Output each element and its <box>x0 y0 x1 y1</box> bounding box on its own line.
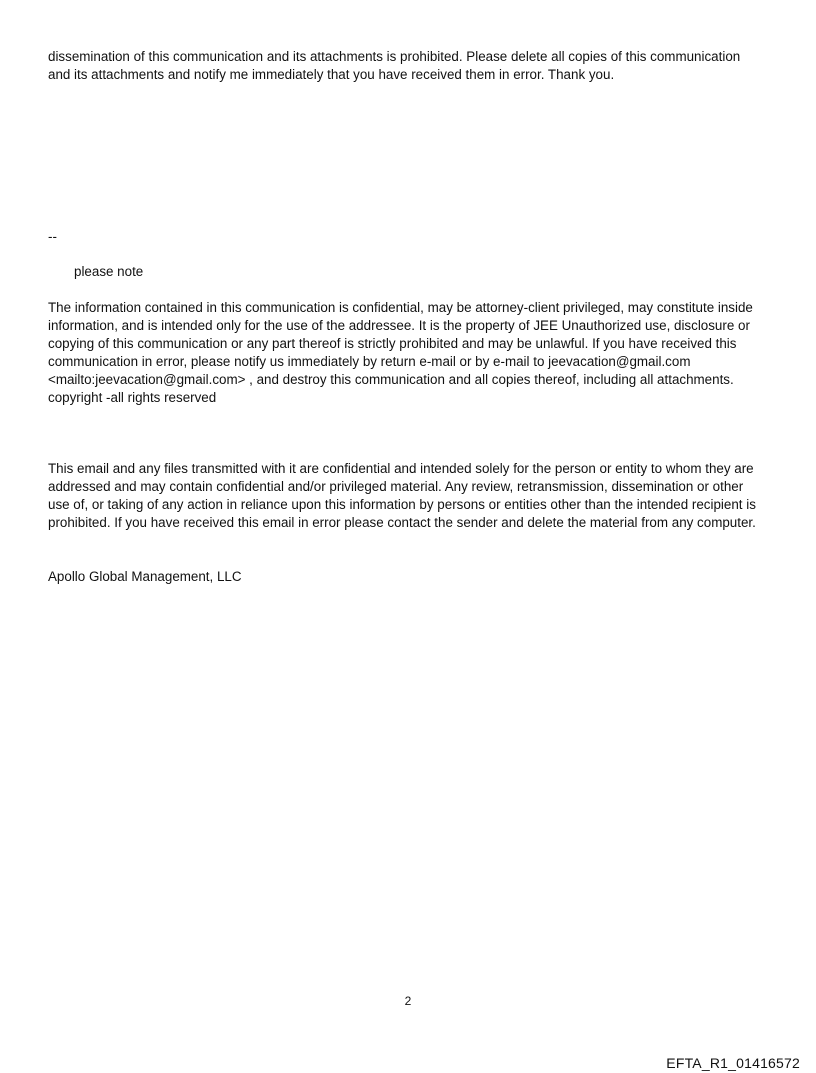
email-disclaimer-paragraph: This email and any files transmitted with it are confidential and intended solely for the person or entity to whom they are addressed and may contain confidential and/or privileged material. Any review, retransmission, dissemination or other use of, or taking of any action in reliance upon this information by persons or entities other than the intended recipient is prohibited. If you have received this email in error please contact the sender and delete the material from any computer. <box>48 461 756 530</box>
company-signature: Apollo Global Management, LLC <box>48 569 242 584</box>
note-heading: please note <box>74 264 144 279</box>
page-number: 2 <box>404 994 412 1008</box>
disclaimer-paragraph-1: dissemination of this communication and its attachments is prohibited. Please delete all copies of this communication and its attachments and notify me immediately that you have received them in error. Thank you. <box>48 49 741 82</box>
document-id: EFTA_R1_01416572 <box>666 1055 800 1071</box>
signature-separator: -- <box>48 229 57 244</box>
confidentiality-paragraph: The information contained in this communication is confidential, may be attorney-client privileged, may constitute inside information, and is intended only for the use of the addressee. It is the property of JEE Unauthorized use, disclosure or copying of this communication or any part thereof is strictly prohibited and may be unlawful. If you have received this communication in error, please notify us immediately by return e-mail or by e-mail to jeevacation@gmail.com <mailto:jeevacation@gmail.com> , and destroy this communication and all copies thereof, including all attachments. copyright -all rights reserved <box>48 300 753 405</box>
